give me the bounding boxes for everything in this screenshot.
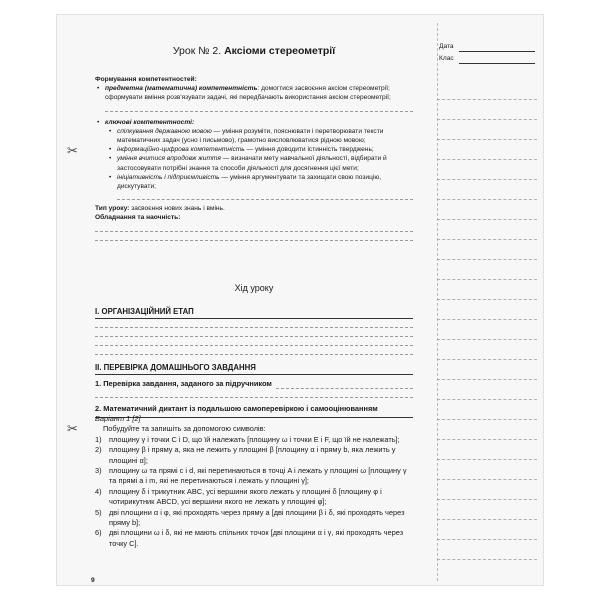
note-line[interactable] <box>437 159 537 160</box>
date-field[interactable] <box>459 51 535 52</box>
class-field[interactable] <box>459 63 535 64</box>
fill-line[interactable] <box>117 191 413 200</box>
workbook-page <box>56 14 544 586</box>
task-item: 4) площину δ і трикутник ABC, усі вершини якого лежать у площині δ [площину φ і чотирикутник ABCD, усі вершини якого не лежать у площині φ]; <box>95 486 382 507</box>
competency-item: • уміння вчитися впродовж життя — визначати мету навчальної діяльності, відбирати й застосовувати потрібні знання та способи діяльності для досягнення цієї мети; <box>95 154 413 172</box>
step-1 <box>95 379 413 389</box>
note-line[interactable] <box>437 319 537 320</box>
section-homework <box>95 363 413 418</box>
note-line[interactable] <box>437 419 537 420</box>
fill-line[interactable] <box>276 381 413 389</box>
competency-item: • інформаційно-цифрова компетентність — уміння доводити істинність тверджень; <box>95 145 413 154</box>
fill-line[interactable] <box>95 328 413 337</box>
note-line[interactable] <box>437 119 537 120</box>
date-label: Дата <box>439 43 454 50</box>
task-item: 5) дві площини α і φ, які проходять через пряму a [дві площини β і δ, які проходять через пряму b]; <box>95 507 405 528</box>
fill-line[interactable] <box>95 389 413 398</box>
note-line[interactable] <box>437 219 537 220</box>
lesson-number: Урок № 2. <box>172 45 222 57</box>
note-line[interactable] <box>437 439 537 440</box>
section-heading: I. ОРГАНІЗАЦІЙНИЙ ЕТАП <box>95 307 194 316</box>
note-line[interactable] <box>437 519 537 520</box>
note-line[interactable] <box>437 359 537 360</box>
fill-line[interactable] <box>95 232 413 241</box>
note-line[interactable] <box>437 139 537 140</box>
competencies-heading: Формування компетентностей: <box>95 76 197 83</box>
note-line[interactable] <box>437 99 537 100</box>
task-item: 2) площину β і пряму a, яка не лежить у площині β [площину α і пряму b, яка лежить у площині α]; <box>95 445 396 465</box>
page-number: 9 <box>91 577 95 584</box>
subject-competency <box>95 84 413 102</box>
fill-line[interactable] <box>105 103 413 112</box>
fill-line[interactable] <box>95 337 413 346</box>
class-label: Клас <box>439 55 454 62</box>
step-1-label: 1. Перевірка завдання, заданого за підручником <box>95 379 272 388</box>
note-line[interactable] <box>437 379 537 380</box>
step-2-label: 2. Математичний диктант із подальшою самоперевіркою і самооцінюванням <box>95 404 378 414</box>
fill-line[interactable] <box>95 223 413 232</box>
subject-text: : домогтися засвоєння аксіом стереометрії; сформувати вміння розв'язувати задачі, які передбачають використання аксіом стереометрії; <box>105 85 391 102</box>
lesson-type: Тип уроку: засвоєння нових знань і вмінь. <box>95 205 225 213</box>
lesson-title: Аксіоми стереометрії <box>224 45 336 57</box>
note-line[interactable] <box>437 499 537 500</box>
note-line[interactable] <box>437 239 537 240</box>
note-line[interactable] <box>437 459 537 460</box>
equipment-label: Обладнання та наочність: <box>95 214 181 222</box>
task-item: 1) площину γ і точки C і D, що їй належать [площину ω і точки E і F, що їй не належать]; <box>95 434 400 444</box>
competency-item: • спілкування державною мовою — уміння розуміти, пояснювати і перетворювати тексти математичних задач (усно і письмово), грамотно висловлюватися рідною мовою; <box>95 127 413 145</box>
note-line[interactable] <box>437 559 537 560</box>
key-competencies <box>95 118 413 127</box>
note-line[interactable] <box>437 339 537 340</box>
variant-label: Варіант 1 [2] <box>95 414 141 423</box>
side-column <box>425 15 545 587</box>
key-term: ключові компетентності: <box>105 118 195 126</box>
note-line[interactable] <box>437 279 537 280</box>
scissors-icon: ✂ <box>67 143 78 158</box>
fill-line[interactable] <box>95 346 413 355</box>
competencies-section <box>95 75 413 241</box>
section-heading: II. ПЕРЕВІРКА ДОМАШНЬОГО ЗАВДАННЯ <box>95 363 256 372</box>
note-line[interactable] <box>437 259 537 260</box>
fill-line[interactable] <box>95 319 413 328</box>
course-title: Хід уроку <box>234 283 274 293</box>
competency-item: • ініціативність і підприємливість — уміння аргументувати та захищати свою позицію, дискутувати; <box>95 173 413 191</box>
instruction: Побудуйте та запишіть за допомогою символів: <box>103 424 266 434</box>
section-organizational <box>95 307 413 355</box>
task-item: 3) площину ω та прямі c і d, які перетинаються в точці A і лежать у площині ω [площину γ та прямі a і m, які не перетинаються і лежать у площині γ]; <box>95 466 407 486</box>
subject-term: предметна (математична) компетентність <box>105 85 258 93</box>
page-title <box>95 45 413 57</box>
note-line[interactable] <box>437 199 537 200</box>
note-line[interactable] <box>437 179 537 180</box>
note-line[interactable] <box>437 399 537 400</box>
dictation <box>95 414 413 549</box>
note-line[interactable] <box>437 299 537 300</box>
task-item: 6) дві площини ω і δ, які не мають спільних точок [дві площини α і γ, які проходять через точку C]. <box>95 528 404 548</box>
scissors-icon: ✂ <box>67 421 78 436</box>
note-line[interactable] <box>437 479 537 480</box>
note-line[interactable] <box>437 539 537 540</box>
section-underline <box>95 374 413 375</box>
task-list <box>95 435 413 549</box>
